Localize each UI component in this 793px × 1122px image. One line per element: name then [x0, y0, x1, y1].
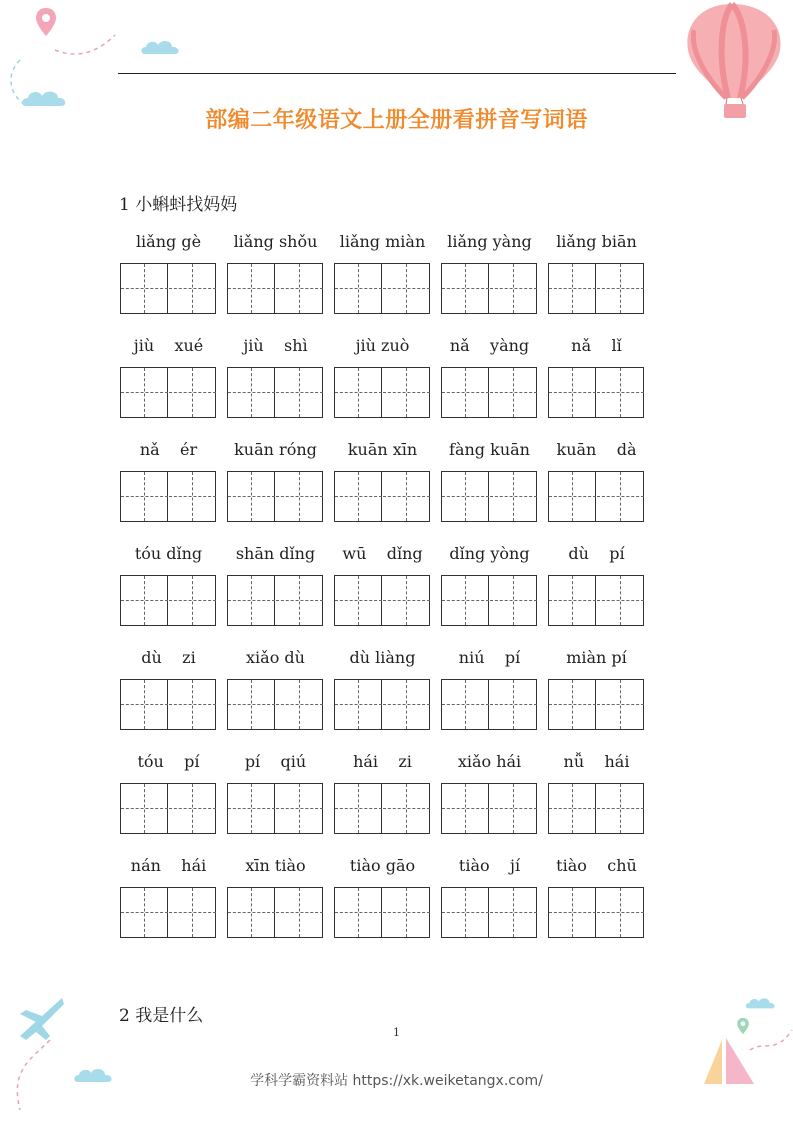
tianzige-writing-box[interactable] — [441, 783, 537, 834]
character-square[interactable] — [121, 888, 168, 937]
character-square[interactable] — [169, 888, 216, 937]
guide-line-horizontal — [383, 704, 430, 705]
character-square[interactable] — [383, 472, 430, 521]
guide-line-horizontal — [169, 600, 216, 601]
guide-line-horizontal — [549, 600, 596, 601]
guide-line-horizontal — [276, 808, 323, 809]
character-square[interactable] — [442, 368, 489, 417]
tianzige-writing-box[interactable] — [334, 679, 430, 730]
character-square[interactable] — [442, 680, 489, 729]
tianzige-writing-box[interactable] — [120, 783, 216, 834]
tianzige-writing-box[interactable] — [441, 679, 537, 730]
guide-line-horizontal — [169, 392, 216, 393]
pinyin-label: liǎng yàng — [447, 232, 532, 251]
character-square[interactable] — [276, 576, 323, 625]
character-square[interactable] — [442, 576, 489, 625]
guide-line-horizontal — [442, 600, 489, 601]
character-square[interactable] — [383, 576, 430, 625]
pinyin-label: nǎ lǐ — [571, 336, 622, 355]
character-square[interactable] — [121, 368, 168, 417]
guide-line-horizontal — [169, 496, 216, 497]
guide-line-horizontal — [442, 808, 489, 809]
character-square[interactable] — [549, 784, 596, 833]
character-square[interactable] — [276, 472, 323, 521]
guide-line-horizontal — [121, 704, 168, 705]
pinyin-label: nán hái — [130, 856, 207, 875]
pinyin-label: wū dǐng — [342, 544, 423, 563]
cloud-icon — [139, 36, 183, 58]
character-square[interactable] — [549, 264, 596, 313]
guide-line-horizontal — [121, 912, 168, 913]
tianzige-writing-box[interactable] — [120, 887, 216, 938]
tianzige-writing-box[interactable] — [548, 263, 644, 314]
character-square[interactable] — [490, 576, 537, 625]
tianzige-writing-box[interactable] — [334, 263, 430, 314]
pinyin-label: jiù shì — [243, 336, 308, 355]
tianzige-writing-box[interactable] — [548, 367, 644, 418]
character-square[interactable] — [228, 784, 275, 833]
tianzige-writing-box[interactable] — [227, 679, 323, 730]
character-square[interactable] — [169, 784, 216, 833]
guide-line-horizontal — [228, 288, 275, 289]
cloud-icon — [744, 994, 778, 1012]
character-square[interactable] — [442, 888, 489, 937]
guide-line-horizontal — [597, 496, 644, 497]
guide-line-horizontal — [383, 600, 430, 601]
character-square[interactable] — [121, 576, 168, 625]
pinyin-label: dù liàng — [349, 648, 416, 667]
guide-line-horizontal — [383, 808, 430, 809]
guide-line-horizontal — [228, 496, 275, 497]
pinyin-label: kuān dà — [556, 440, 637, 459]
guide-line-horizontal — [169, 912, 216, 913]
character-square[interactable] — [169, 264, 216, 313]
tianzige-writing-box[interactable] — [120, 679, 216, 730]
character-square[interactable] — [597, 888, 644, 937]
pinyin-label: tiào chū — [556, 856, 637, 875]
tianzige-writing-box[interactable] — [120, 263, 216, 314]
tianzige-writing-box[interactable] — [548, 783, 644, 834]
character-square[interactable] — [442, 264, 489, 313]
page-title: 部编二年级语文上册全册看拼音写词语 — [205, 108, 588, 133]
pinyin-label: fàng kuān — [449, 440, 530, 459]
character-square[interactable] — [597, 264, 644, 313]
guide-line-horizontal — [597, 912, 644, 913]
character-square[interactable] — [121, 472, 168, 521]
character-square[interactable] — [335, 368, 382, 417]
character-square[interactable] — [490, 784, 537, 833]
character-square[interactable] — [169, 680, 216, 729]
guide-line-horizontal — [228, 704, 275, 705]
guide-line-horizontal — [335, 392, 382, 393]
pinyin-label: nǎ yàng — [449, 336, 530, 355]
character-square[interactable] — [335, 264, 382, 313]
guide-line-horizontal — [335, 704, 382, 705]
header-rule — [118, 73, 676, 74]
guide-line-horizontal — [442, 392, 489, 393]
character-square[interactable] — [383, 368, 430, 417]
character-square[interactable] — [335, 888, 382, 937]
section-heading: 2 我是什么 — [119, 1006, 204, 1026]
guide-line-horizontal — [228, 808, 275, 809]
tianzige-writing-box[interactable] — [227, 783, 323, 834]
character-square[interactable] — [276, 264, 323, 313]
character-square[interactable] — [490, 680, 537, 729]
character-square[interactable] — [335, 472, 382, 521]
pinyin-label: dù pí — [568, 544, 625, 563]
tianzige-writing-box[interactable] — [334, 575, 430, 626]
guide-line-horizontal — [383, 392, 430, 393]
tianzige-writing-box[interactable] — [334, 783, 430, 834]
character-square[interactable] — [597, 576, 644, 625]
character-square[interactable] — [228, 368, 275, 417]
pinyin-label: liǎng shǒu — [233, 232, 318, 251]
tianzige-writing-box[interactable] — [548, 471, 644, 522]
guide-line-horizontal — [121, 600, 168, 601]
guide-line-horizontal — [597, 600, 644, 601]
pinyin-label: nǎ ér — [139, 440, 198, 459]
tianzige-writing-box[interactable] — [227, 471, 323, 522]
character-square[interactable] — [228, 472, 275, 521]
guide-line-horizontal — [383, 912, 430, 913]
tianzige-writing-box[interactable] — [227, 263, 323, 314]
tianzige-writing-box[interactable] — [441, 367, 537, 418]
guide-line-horizontal — [442, 704, 489, 705]
pinyin-label: hái zi — [353, 752, 412, 771]
pinyin-label: liǎng miàn — [339, 232, 426, 251]
character-square[interactable] — [335, 680, 382, 729]
guide-line-horizontal — [490, 704, 537, 705]
pinyin-label: liǎng gè — [135, 232, 202, 251]
character-square[interactable] — [276, 368, 323, 417]
guide-line-horizontal — [276, 600, 323, 601]
guide-line-horizontal — [335, 808, 382, 809]
guide-line-horizontal — [442, 496, 489, 497]
guide-line-horizontal — [549, 392, 596, 393]
guide-line-horizontal — [276, 704, 323, 705]
guide-line-horizontal — [597, 808, 644, 809]
pinyin-label: tóu pí — [137, 752, 200, 771]
character-square[interactable] — [228, 576, 275, 625]
guide-line-horizontal — [228, 600, 275, 601]
character-square[interactable] — [335, 784, 382, 833]
character-square[interactable] — [490, 888, 537, 937]
guide-line-horizontal — [490, 496, 537, 497]
character-square[interactable] — [121, 784, 168, 833]
character-square[interactable] — [597, 784, 644, 833]
character-square[interactable] — [383, 680, 430, 729]
guide-line-horizontal — [121, 392, 168, 393]
tianzige-writing-box[interactable] — [334, 471, 430, 522]
guide-line-horizontal — [549, 496, 596, 497]
tianzige-writing-box[interactable] — [227, 887, 323, 938]
pinyin-label: jiù zuò — [355, 336, 410, 355]
character-square[interactable] — [383, 264, 430, 313]
character-square[interactable] — [276, 888, 323, 937]
character-square[interactable] — [549, 576, 596, 625]
character-square[interactable] — [276, 680, 323, 729]
character-square[interactable] — [442, 784, 489, 833]
character-square[interactable] — [383, 784, 430, 833]
guide-line-horizontal — [490, 808, 537, 809]
pinyin-label: liǎng biān — [556, 232, 637, 251]
guide-line-horizontal — [121, 808, 168, 809]
character-square[interactable] — [597, 680, 644, 729]
guide-line-horizontal — [335, 912, 382, 913]
tianzige-writing-box[interactable] — [334, 367, 430, 418]
guide-line-horizontal — [383, 496, 430, 497]
guide-line-horizontal — [597, 288, 644, 289]
guide-line-horizontal — [335, 288, 382, 289]
pinyin-label: shān dǐng — [235, 544, 316, 563]
character-square[interactable] — [228, 888, 275, 937]
pinyin-label: kuān róng — [234, 440, 317, 459]
pinyin-label: xīn tiào — [245, 856, 306, 875]
character-square[interactable] — [549, 888, 596, 937]
guide-line-horizontal — [490, 392, 537, 393]
guide-line-horizontal — [597, 704, 644, 705]
guide-line-horizontal — [276, 288, 323, 289]
character-square[interactable] — [383, 888, 430, 937]
guide-line-horizontal — [549, 704, 596, 705]
tianzige-writing-box[interactable] — [548, 887, 644, 938]
character-square[interactable] — [490, 472, 537, 521]
character-square[interactable] — [490, 264, 537, 313]
guide-line-horizontal — [442, 912, 489, 913]
pinyin-label: dǐng yòng — [449, 544, 530, 563]
tianzige-writing-box[interactable] — [548, 575, 644, 626]
character-square[interactable] — [169, 368, 216, 417]
character-square[interactable] — [597, 472, 644, 521]
guide-line-horizontal — [169, 808, 216, 809]
footer-text: 学科学霸资料站 https://xk.weiketangx.com/ — [250, 1073, 543, 1089]
tianzige-writing-box[interactable] — [120, 367, 216, 418]
tianzige-writing-box[interactable] — [120, 471, 216, 522]
guide-line-horizontal — [335, 600, 382, 601]
character-square[interactable] — [228, 264, 275, 313]
guide-line-horizontal — [335, 496, 382, 497]
guide-line-horizontal — [121, 496, 168, 497]
guide-line-horizontal — [597, 392, 644, 393]
guide-line-horizontal — [276, 912, 323, 913]
guide-line-horizontal — [490, 288, 537, 289]
guide-line-horizontal — [490, 600, 537, 601]
guide-line-horizontal — [490, 912, 537, 913]
guide-line-horizontal — [442, 288, 489, 289]
character-square[interactable] — [549, 368, 596, 417]
pinyin-label: miàn pí — [566, 648, 627, 667]
guide-line-horizontal — [276, 496, 323, 497]
guide-line-horizontal — [169, 288, 216, 289]
guide-line-horizontal — [383, 288, 430, 289]
pinyin-label: dù zi — [141, 648, 196, 667]
guide-line-horizontal — [228, 392, 275, 393]
pinyin-label: tiào gāo — [349, 856, 416, 875]
guide-line-horizontal — [276, 392, 323, 393]
character-square[interactable] — [169, 472, 216, 521]
tianzige-writing-box[interactable] — [441, 887, 537, 938]
character-square[interactable] — [549, 680, 596, 729]
guide-line-horizontal — [121, 288, 168, 289]
character-square[interactable] — [121, 264, 168, 313]
tianzige-writing-box[interactable] — [227, 367, 323, 418]
character-square[interactable] — [597, 368, 644, 417]
character-square[interactable] — [335, 576, 382, 625]
pinyin-label: pí qiú — [244, 752, 307, 771]
tianzige-writing-box[interactable] — [120, 575, 216, 626]
tianzige-writing-box[interactable] — [441, 575, 537, 626]
character-square[interactable] — [276, 784, 323, 833]
guide-line-horizontal — [169, 704, 216, 705]
pinyin-label: niú pí — [458, 648, 521, 667]
pinyin-label: xiǎo hái — [457, 752, 522, 771]
tianzige-writing-box[interactable] — [548, 679, 644, 730]
character-square[interactable] — [169, 576, 216, 625]
guide-line-horizontal — [549, 288, 596, 289]
character-square[interactable] — [549, 472, 596, 521]
section-heading: 1 小蝌蚪找妈妈 — [119, 195, 238, 215]
pinyin-label: xiǎo dù — [246, 648, 305, 667]
guide-line-horizontal — [549, 912, 596, 913]
pinyin-label: kuān xīn — [347, 440, 418, 459]
guide-line-horizontal — [549, 808, 596, 809]
character-square[interactable] — [442, 472, 489, 521]
tianzige-writing-box[interactable] — [441, 263, 537, 314]
pinyin-label: nǚ hái — [563, 752, 630, 771]
pinyin-label: tóu dǐng — [134, 544, 203, 563]
page-number: 1 — [393, 1026, 400, 1039]
character-square[interactable] — [121, 680, 168, 729]
tianzige-writing-box[interactable] — [227, 575, 323, 626]
tianzige-writing-box[interactable] — [334, 887, 430, 938]
pinyin-label: tiào jí — [458, 856, 521, 875]
pinyin-label: jiù xué — [133, 336, 204, 355]
tianzige-writing-box[interactable] — [441, 471, 537, 522]
character-square[interactable] — [490, 368, 537, 417]
character-square[interactable] — [228, 680, 275, 729]
guide-line-horizontal — [228, 912, 275, 913]
